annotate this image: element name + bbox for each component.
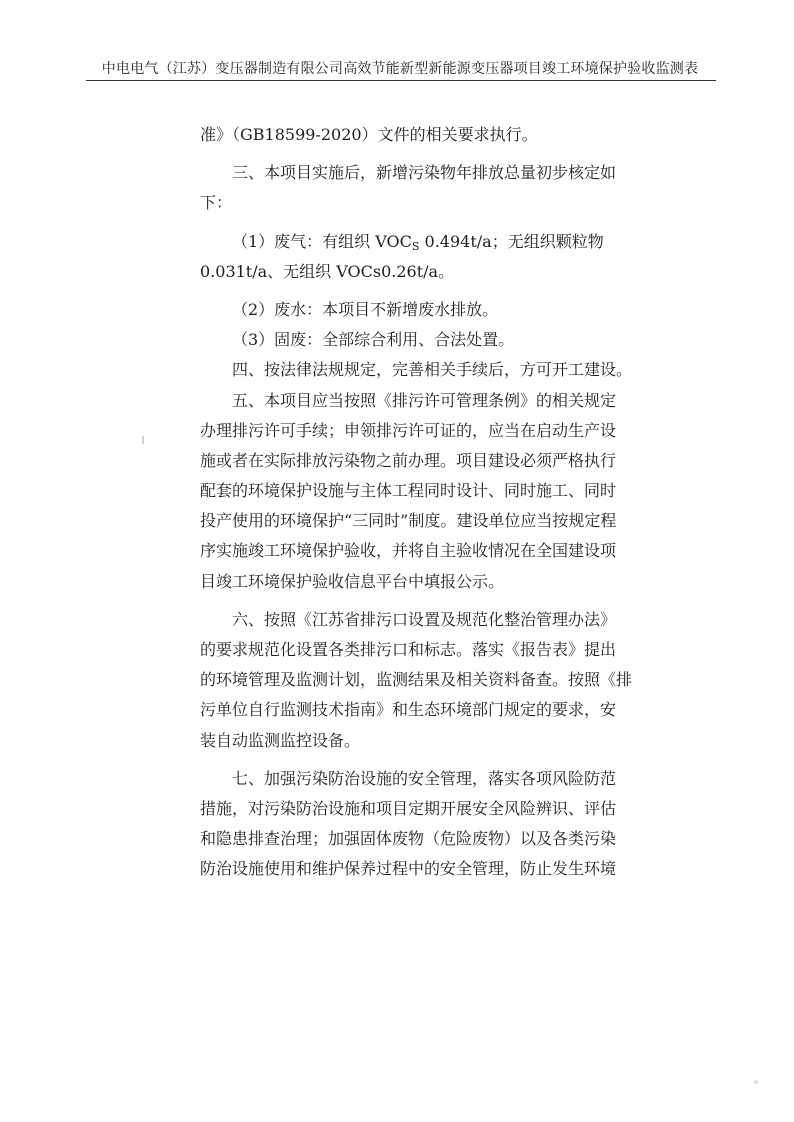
paragraph-line: 施或者在实际排放污染物之前办理。项目建设必须严格执行 — [200, 450, 617, 470]
text-span: 0.494t/a；无组织颗粒物 — [419, 231, 604, 251]
paragraph-line: 措施，对污染防治设施和项目定期开展安全风险辨识、评估 — [200, 798, 617, 818]
paragraph-line: 装自动监测监控设备。 — [200, 730, 361, 750]
paragraph-line: 和隐患排查治理；加强固体废物（危险废物）以及各类污染 — [200, 829, 617, 849]
paragraph-line: 下： — [200, 193, 233, 213]
paragraph-line: 四、按法律法规规定，完善相关手续后，方可开工建设。 — [232, 360, 633, 380]
paragraph-line: 的要求规范化设置各类排污口和标志。落实《报告表》提出 — [200, 640, 617, 659]
paragraph-line: 五、本项目应当按照《排污许可管理条例》的相关规定 — [232, 390, 617, 410]
scan-artifact — [754, 1080, 758, 1084]
paragraph-line: 0.031t/a、无组织 VOCs0.26t/a。 — [200, 261, 455, 281]
paragraph-line: 准》（GB18599-2020）文件的相关要求执行。 — [200, 125, 538, 144]
paragraph-line: 目竣工环境保护验收信息平台中填报公示。 — [200, 571, 505, 591]
paragraph-line: 序实施竣工环境保护验收，并将自主验收情况在全国建设项 — [200, 541, 617, 561]
paragraph-line: 的环境管理及监测计划，监测结果及相关资料备查。按照《排 — [200, 670, 633, 690]
paragraph-line: 七、加强污染防治设施的安全管理，落实各项风险防范 — [232, 768, 617, 788]
document-body — [200, 120, 633, 885]
paragraph-line: 配套的环境保护设施与主体工程同时设计、同时施工、同时 — [200, 481, 617, 501]
text-span: （1）废气：有组织 VOC — [232, 231, 412, 251]
paragraph-line: （3）固废：全部综合利用、合法处置。 — [232, 330, 515, 350]
paragraph-line: 六、按照《江苏省排污口设置及规范化整治管理办法》 — [232, 609, 617, 629]
subscript: S — [411, 239, 420, 253]
scan-artifact — [142, 436, 144, 444]
header-rule — [86, 80, 716, 81]
paragraph-line: 办理排污许可手续；申领排污许可证的，应当在启动生产设 — [200, 420, 617, 440]
paragraph-line: （2）废水：本项目不新增废水排放。 — [232, 299, 499, 319]
paragraph-line: 三、本项目实施后，新增污染物年排放总量初步核定如 — [232, 163, 617, 183]
document-header: 中电电气（江苏）变压器制造有限公司高效节能新型新能源变压器项目竣工环境保护验收监测表 — [101, 61, 699, 77]
emission-gas-line — [200, 227, 620, 257]
paragraph-line: 防治设施使用和维护保养过程中的安全管理，防止发生环境 — [200, 859, 617, 879]
paragraph-line: 污单位自行监测技术指南》和生态环境部门规定的要求，安 — [200, 700, 617, 720]
paragraph-line: 投产使用的环境保护“三同时”制度。建设单位应当按规定程 — [200, 511, 617, 531]
